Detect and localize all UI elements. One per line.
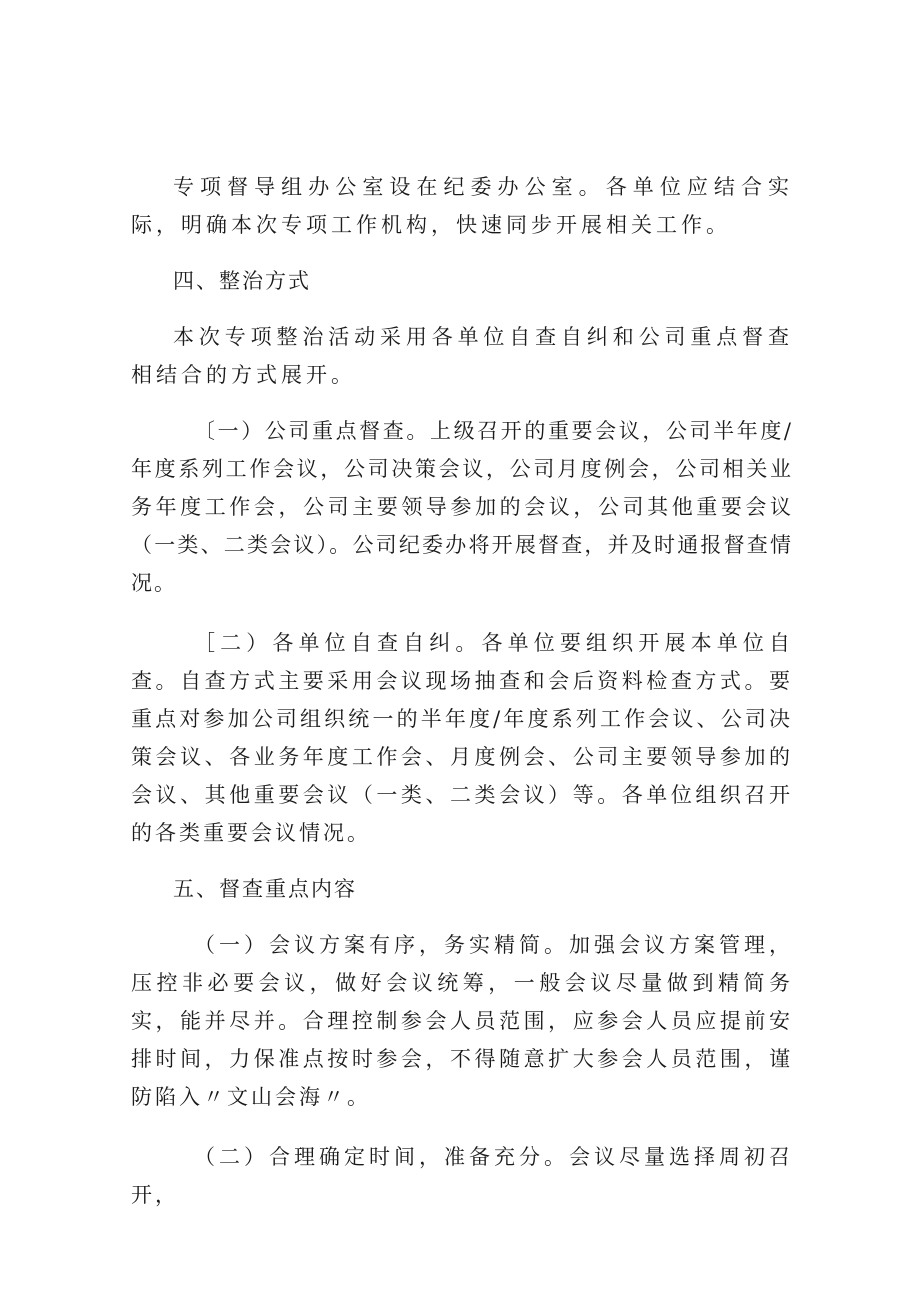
section-heading-inspection-focus: 五、督查重点内容 <box>173 877 357 901</box>
paragraph-self-inspection: ［二）各单位自查自纠。各单位要组织开展本单位自查。自查方式主要采用会议现场抽查和会后资料检查方式。要重点对参加公司组织统一的半年度/年度系列工作会议、公司决策会议、各业务年度工作会、月度例会、公司主要领导参加的会议、其他重要会议（一类、二类会议）等。各单位组织召开的各类重要会议情况。 <box>131 631 793 845</box>
section-heading-rectification-method: 四、整治方式 <box>173 269 311 293</box>
paragraph-office-setup: 专项督导组办公室设在纪委办公室。各单位应结合实际，明确本次专项工作机构，快速同步开展相关工作。 <box>131 175 793 237</box>
paragraph-key-inspection: 〔一）公司重点督查。上级召开的重要会议，公司半年度/年度系列工作会议，公司决策会议，公司月度例会，公司相关业务年度工作会，公司主要领导参加的会议，公司其他重要会议（一类、二类会议）。公司纪委办将开展督查，并及时通报督查情况。 <box>131 419 793 595</box>
paragraph-meeting-plan: （一）会议方案有序，务实精简。加强会议方案管理，压控非必要会议，做好会议统筹，一般会议尽量做到精简务实，能并尽并。合理控制参会人员范围，应参会人员应提前安排时间，力保准点按时参会，不得随意扩大参会人员范围，谨防陷入〃文山会海〃。 <box>131 933 793 1109</box>
paragraph-method-intro: 本次专项整治活动采用各单位自查自纠和公司重点督查相结合的方式展开。 <box>131 325 793 387</box>
document-body <box>131 168 793 1214</box>
paragraph-meeting-time: （二）合理确定时间，准备充分。会议尽量选择周初召开， <box>131 1145 793 1207</box>
